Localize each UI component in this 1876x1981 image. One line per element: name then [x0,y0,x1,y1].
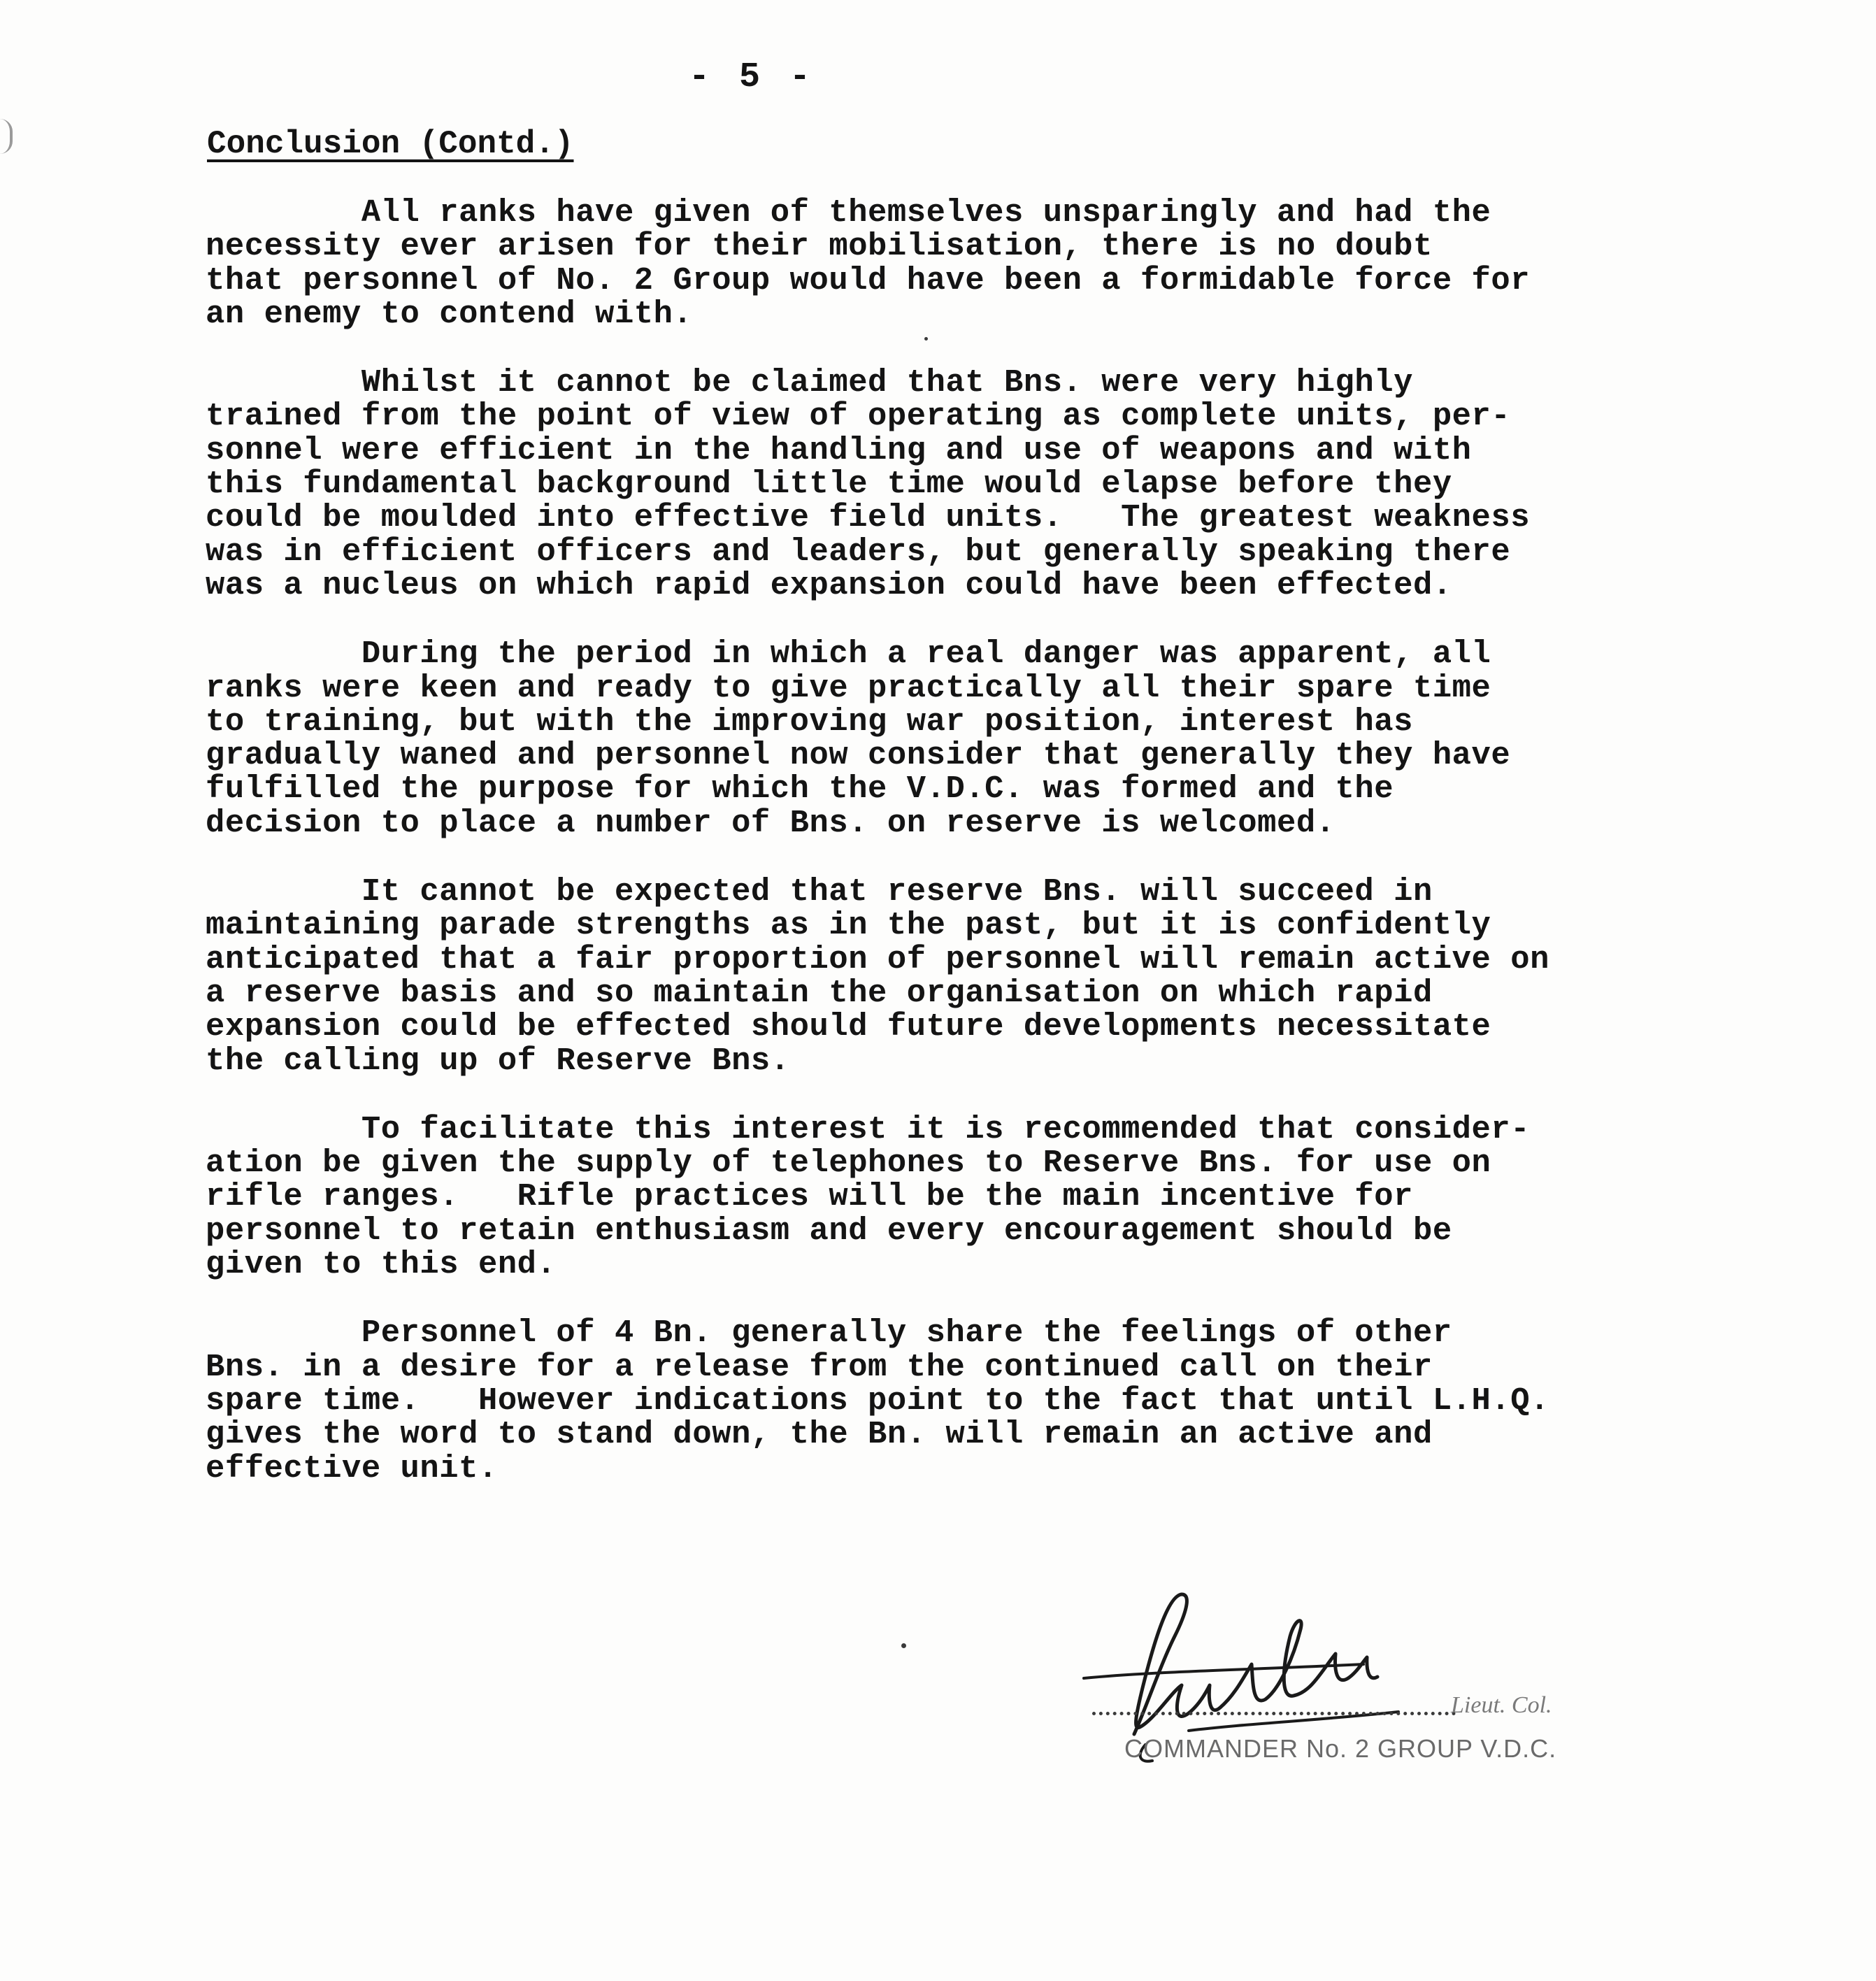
page-number: - 5 - [689,57,815,97]
text-line: ation be given the supply of telephones to Reserve Bns. for use on [206,1145,1491,1182]
text-line: spare time. However indications point to the fact that until L.H.Q. [206,1382,1549,1419]
paragraph [206,1110,1674,1283]
text-line: the calling up of Reserve Bns. [206,1042,790,1079]
text-line: personnel to retain enthusiasm and every encouragement should be [206,1212,1452,1249]
text-line: decision to place a number of Bns. on reserve is welcomed. [206,804,1336,841]
text-line: necessity ever arisen for their mobilisation, there is no doubt [206,228,1433,265]
text-line: To facilitate this interest it is recommended that consider- [206,1110,1531,1147]
text-line: could be moulded into effective field units. The greatest weakness [206,499,1531,536]
commander-title: COMMANDER No. 2 GROUP V.D.C. [1124,1734,1557,1763]
text-line: an enemy to contend with. [206,295,693,332]
signature-block [1070,1580,1615,1776]
text-line: It cannot be expected that reserve Bns. will succeed in [206,873,1433,910]
text-line: gradually waned and personnel now consider that generally they have [206,737,1511,774]
text-line: Personnel of 4 Bn. generally share the feelings of other [206,1315,1452,1352]
text-line: effective unit. [206,1450,498,1487]
text-line: this fundamental background little time would elapse before they [206,466,1452,503]
paragraph [206,1316,1674,1485]
text-line: All ranks have given of themselves unsparingly and had the [206,194,1491,231]
text-line: was in efficient officers and leaders, but generally speaking there [206,533,1511,570]
paragraph [206,366,1674,602]
rank-label: Lieut. Col. [1451,1692,1552,1718]
text-line: During the period in which a real danger was apparent, all [206,636,1491,673]
text-line: anticipated that a fair proportion of personnel will remain active on [206,941,1549,978]
text-line: Whilst it cannot be claimed that Bns. were very highly [206,364,1413,401]
signature-dotted-line [1092,1712,1456,1715]
text-line: ranks were keen and ready to give practically all their spare time [206,669,1491,706]
text-line: that personnel of No. 2 Group would have been a formidable force for [206,262,1531,299]
text-line: trained from the point of view of operating as complete units, per- [206,398,1511,435]
section-heading: Conclusion (Contd.) [207,126,574,162]
text-line: sonnel were efficient in the handling and use of weapons and with [206,431,1472,469]
text-line: Bns. in a desire for a release from the continued call on their [206,1348,1433,1385]
ink-speck [901,1643,906,1648]
text-line: a reserve basis and so maintain the organisation on which rapid [206,974,1433,1011]
paragraph [206,875,1674,1078]
text-line: maintaining parade strengths as in the past, but it is confidently [206,907,1491,944]
margin-mark [0,119,13,154]
text-line: gives the word to stand down, the Bn. will remain an active and [206,1416,1433,1453]
paragraph [206,637,1674,840]
paragraph [206,196,1674,331]
text-line: rifle ranges. Rifle practices will be the main incentive for [206,1178,1413,1215]
text-line: to training, but with the improving war position, interest has [206,703,1413,740]
text-line: given to this end. [206,1246,557,1283]
ink-speck [924,337,928,341]
document-body [206,196,1674,1520]
text-line: was a nucleus on which rapid expansion could have been effected. [206,566,1452,603]
text-line: expansion could be effected should future developments necessitate [206,1008,1491,1045]
text-line: fulfilled the purpose for which the V.D.C. was formed and the [206,771,1394,808]
